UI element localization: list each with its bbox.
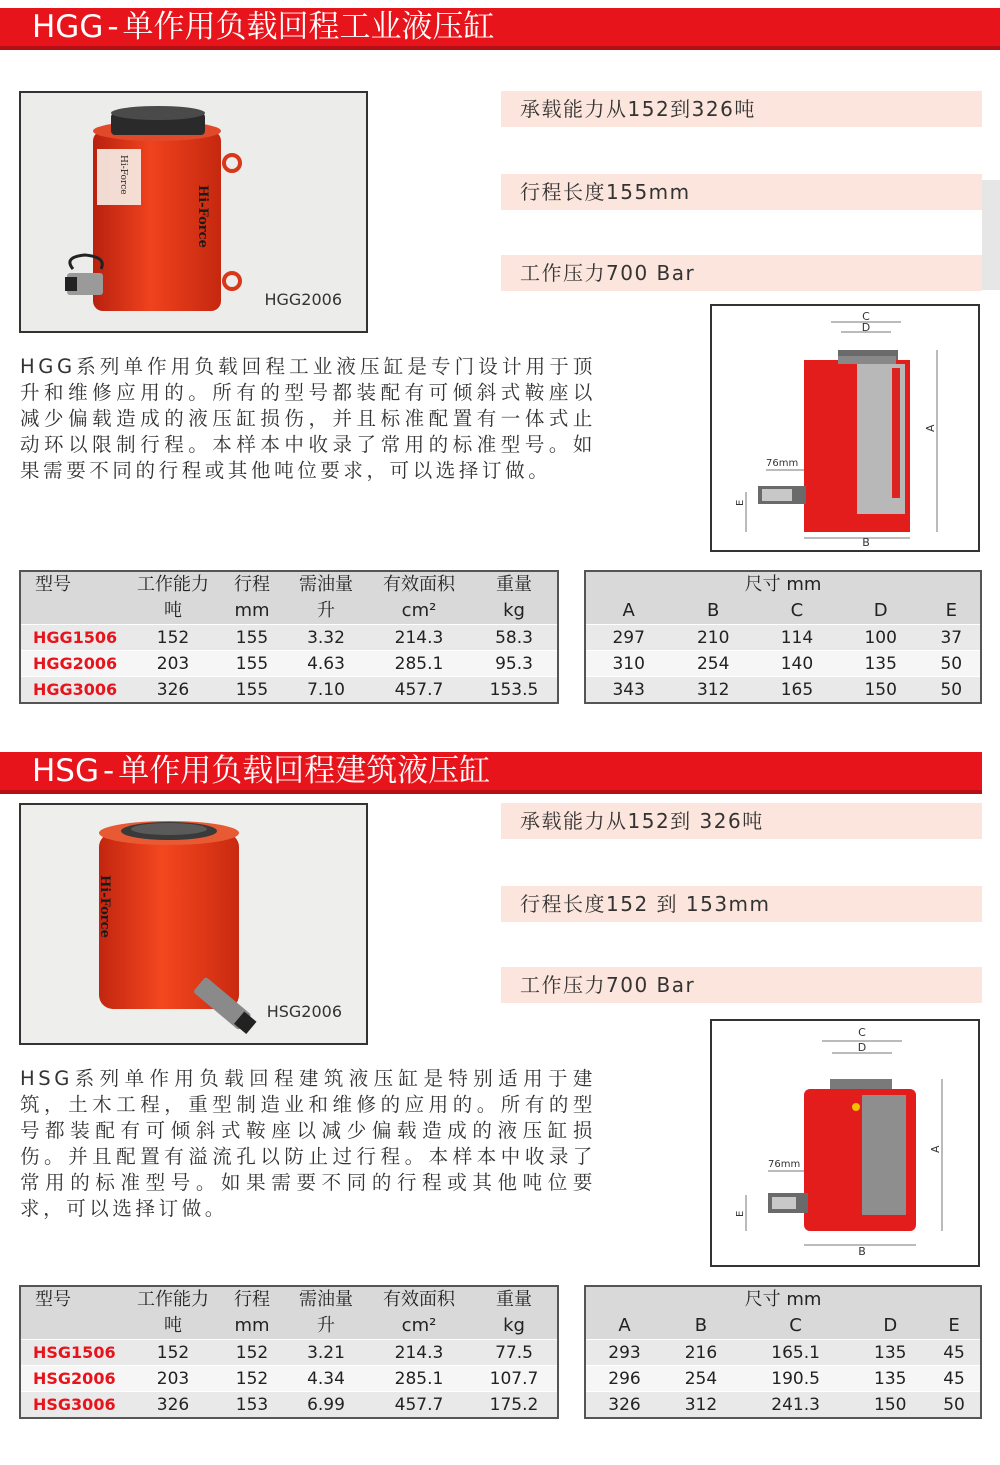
hsg-area-cell: 214.3: [367, 1340, 471, 1366]
hsg-diagram-drawing: [712, 1021, 978, 1265]
hgg-dim-cell: 100: [839, 625, 923, 651]
hsg-model-cell: HSG3006: [20, 1392, 127, 1419]
hsg-col-capacity-unit: 吨: [164, 1315, 182, 1336]
hsg-dim-cell: 293: [585, 1340, 663, 1366]
table-row: [585, 651, 981, 677]
hgg-dim-cell: 312: [671, 677, 755, 704]
hgg-col-capacity-unit: 吨: [164, 600, 182, 621]
hsg-stroke-cell: 153: [219, 1392, 285, 1419]
hgg-capacity-cell: 152: [127, 625, 219, 651]
hsg-dim-cell: 45: [928, 1366, 981, 1392]
hgg-dim-cell: 135: [839, 651, 923, 677]
hsg-dim-cell: 135: [852, 1340, 928, 1366]
hsg-dim-col-b: B: [663, 1313, 739, 1340]
hsg-dim-cell: 296: [585, 1366, 663, 1392]
hgg-dim-cell: 254: [671, 651, 755, 677]
hgg-dimension-table: [584, 570, 982, 704]
hsg-dim-col-c: C: [739, 1313, 853, 1340]
hgg-coupler-label: 76mm: [766, 458, 799, 469]
hgg-col-weight-label: 重量: [496, 574, 532, 595]
hgg-photo-caption: HGG2006: [264, 290, 342, 309]
hgg-dim-label-e: E: [735, 499, 746, 506]
hgg-stroke-cell: 155: [219, 677, 285, 704]
hsg-dim-cell: 150: [852, 1392, 928, 1419]
hgg-dim-cell: 343: [585, 677, 671, 704]
hsg-col-weight: [471, 1286, 558, 1340]
hsg-dim-label-c: C: [858, 1026, 866, 1039]
hgg-dim-label-c: C: [862, 310, 870, 323]
hgg-section-banner: [0, 8, 1000, 46]
hgg-dim-cell: 140: [755, 651, 839, 677]
hgg-photo-brand: Hi-Force: [195, 185, 210, 248]
hgg-area-cell: 285.1: [367, 651, 471, 677]
hgg-col-oil: [285, 571, 367, 625]
table-row: [20, 1392, 558, 1419]
table-row: [20, 651, 558, 677]
hsg-model-cell: HSG1506: [20, 1340, 127, 1366]
hsg-dim-cols-row: [585, 1313, 981, 1340]
hsg-weight-cell: 77.5: [471, 1340, 558, 1366]
hsg-dim-label-a: A: [929, 1145, 942, 1153]
hgg-dimension-diagram: [710, 304, 980, 552]
hgg-col-stroke: [219, 571, 285, 625]
hsg-dim-cell: 241.3: [739, 1392, 853, 1419]
table-row: [585, 1340, 981, 1366]
hgg-product-photo: [19, 91, 368, 333]
hsg-dim-cell: 135: [852, 1366, 928, 1392]
hsg-col-area: [367, 1286, 471, 1340]
hgg-dim-cell: 150: [839, 677, 923, 704]
hgg-dim-label-d: D: [861, 321, 871, 334]
hgg-photo-label: Hi-Force: [118, 155, 128, 195]
table-row: [20, 1340, 558, 1366]
hgg-spec-capacity: 承载能力从152到326吨: [501, 91, 982, 127]
hgg-spec-stroke: 行程长度155mm: [501, 174, 982, 210]
hgg-weight-cell: 95.3: [471, 651, 558, 677]
hsg-photo-caption: HSG2006: [266, 1002, 342, 1021]
hgg-stroke-cell: 155: [219, 625, 285, 651]
page-edge-tab: [982, 180, 1000, 290]
hgg-col-model: 型号: [20, 571, 127, 625]
table-row: [20, 1366, 558, 1392]
hgg-dim-col-a: A: [585, 598, 671, 625]
hgg-col-weight-unit: kg: [503, 600, 525, 621]
hsg-dimension-diagram: [710, 1019, 980, 1267]
hsg-dim-cell: 326: [585, 1392, 663, 1419]
table-row: [585, 1366, 981, 1392]
hsg-col-area-unit: cm²: [401, 1315, 437, 1336]
hsg-spec-stroke: 行程长度152 到 153mm: [501, 886, 982, 922]
hsg-spec-capacity: 承载能力从152到 326吨: [501, 803, 982, 839]
hsg-description: HSG系列单作用负载回程建筑液压缸是特别适用于建筑，土木工程，重型制造业和维修的应用的。所有的型号都装配有可倾斜式鞍座以减少偏载造成的液压缸损伤。并且配置有溢流孔以防止过行程。本样本中收录了常用的标准型号。如果需要不同的行程或其他吨位要求，可以选择订做。: [20, 1067, 596, 1220]
hsg-dim-cell: 254: [663, 1366, 739, 1392]
table-row: [585, 625, 981, 651]
table-row: [20, 677, 558, 704]
hgg-dim-cell: 50: [923, 677, 981, 704]
hgg-dim-label-b: B: [862, 536, 870, 549]
hgg-weight-cell: 153.5: [471, 677, 558, 704]
hsg-dim-header: 尺寸 mm: [585, 1286, 981, 1313]
hgg-dim-cell: 50: [923, 651, 981, 677]
hgg-col-capacity-label: 工作能力: [137, 574, 209, 595]
hgg-description: HGG系列单作用负载回程工业液压缸是专门设计用于顶升和维修应用的。所有的型号都装配有可倾斜式鞍座以减少偏载造成的液压缸损伤，并且标准配置有一体式止动环以限制行程。本样本中收录了常用的标准型号。如果需要不同的行程或其他吨位要求，可以选择订做。: [20, 355, 596, 482]
hsg-stroke-cell: 152: [219, 1366, 285, 1392]
hsg-spec-table: [19, 1285, 559, 1419]
hsg-col-oil-label: 需油量: [299, 1289, 353, 1310]
hsg-dim-cell: 216: [663, 1340, 739, 1366]
hsg-dim-header-row: [585, 1286, 981, 1313]
hgg-stroke-cell: 155: [219, 651, 285, 677]
hgg-col-oil-unit: 升: [317, 600, 335, 621]
hgg-dim-col-e: E: [923, 598, 981, 625]
hsg-dim-col-d: D: [852, 1313, 928, 1340]
hgg-col-area-label: 有效面积: [383, 574, 455, 595]
hsg-col-model: 型号: [20, 1286, 127, 1340]
hsg-section-banner: [0, 752, 982, 790]
hsg-title-text: 单作用负载回程建筑液压缸: [118, 753, 491, 789]
hsg-dimension-table: [584, 1285, 982, 1419]
hgg-dim-col-b: B: [671, 598, 755, 625]
hsg-dim-cell: 50: [928, 1392, 981, 1419]
hsg-dim-cell: 190.5: [739, 1366, 853, 1392]
hsg-capacity-cell: 326: [127, 1392, 219, 1419]
hsg-col-oil: [285, 1286, 367, 1340]
hgg-title-code: HGG: [32, 9, 104, 45]
hsg-spec-pressure: 工作压力700 Bar: [501, 967, 982, 1003]
hgg-col-weight: [471, 571, 558, 625]
hgg-model-cell: HGG3006: [20, 677, 127, 704]
hsg-col-capacity-label: 工作能力: [137, 1289, 209, 1310]
hsg-title-code: HSG: [32, 753, 100, 789]
hsg-dim-col-e: E: [928, 1313, 981, 1340]
hgg-dim-cell: 114: [755, 625, 839, 651]
hgg-area-cell: 214.3: [367, 625, 471, 651]
hsg-weight-cell: 175.2: [471, 1392, 558, 1419]
hsg-stroke-cell: 152: [219, 1340, 285, 1366]
hsg-col-stroke-label: 行程: [234, 1289, 270, 1310]
hgg-dim-col-d: D: [839, 598, 923, 625]
hsg-dim-label-e: E: [735, 1210, 746, 1217]
hsg-dim-label-d: D: [857, 1041, 867, 1054]
hsg-model-cell: HSG2006: [20, 1366, 127, 1392]
hgg-diagram-drawing: [712, 306, 978, 550]
hsg-col-capacity: [127, 1286, 219, 1340]
hsg-banner-shadow: [0, 790, 982, 794]
hgg-spec-header-row: [20, 571, 558, 625]
hgg-col-area: [367, 571, 471, 625]
hgg-banner-shadow: [0, 46, 1000, 50]
hgg-col-stroke-unit: mm: [234, 600, 270, 621]
hsg-weight-cell: 107.7: [471, 1366, 558, 1392]
hgg-weight-cell: 58.3: [471, 625, 558, 651]
hgg-dim-header: 尺寸 mm: [585, 571, 981, 598]
hgg-spec-pressure: 工作压力700 Bar: [501, 255, 982, 291]
hgg-area-cell: 457.7: [367, 677, 471, 704]
hgg-dim-cell: 210: [671, 625, 755, 651]
hgg-col-capacity: [127, 571, 219, 625]
hsg-oil-cell: 3.21: [285, 1340, 367, 1366]
hsg-col-stroke: [219, 1286, 285, 1340]
hsg-dim-col-a: A: [585, 1313, 663, 1340]
hgg-dim-header-row: [585, 571, 981, 598]
hsg-dim-cell: 45: [928, 1340, 981, 1366]
hgg-model-cell: HGG1506: [20, 625, 127, 651]
hsg-photo-brand: Hi-Force: [97, 875, 112, 938]
hgg-col-oil-label: 需油量: [299, 574, 353, 595]
hgg-dim-cell: 37: [923, 625, 981, 651]
hsg-area-cell: 457.7: [367, 1392, 471, 1419]
hsg-col-stroke-unit: mm: [234, 1315, 270, 1336]
hgg-dim-label-a: A: [924, 424, 937, 432]
hsg-area-cell: 285.1: [367, 1366, 471, 1392]
hgg-capacity-cell: 203: [127, 651, 219, 677]
hsg-oil-cell: 4.34: [285, 1366, 367, 1392]
hsg-oil-cell: 6.99: [285, 1392, 367, 1419]
hgg-dim-col-c: C: [755, 598, 839, 625]
hsg-capacity-cell: 203: [127, 1366, 219, 1392]
hsg-coupler-label: 76mm: [768, 1159, 801, 1170]
table-row: [20, 625, 558, 651]
hgg-capacity-cell: 326: [127, 677, 219, 704]
hgg-title-dash: -: [107, 9, 119, 45]
hgg-oil-cell: 3.32: [285, 625, 367, 651]
hgg-dim-cols-row: [585, 598, 981, 625]
hgg-spec-table: [19, 570, 559, 704]
hsg-dim-cell: 165.1: [739, 1340, 853, 1366]
hgg-dim-cell: 310: [585, 651, 671, 677]
hsg-dim-label-b: B: [858, 1245, 866, 1258]
hsg-col-weight-label: 重量: [496, 1289, 532, 1310]
hgg-oil-cell: 7.10: [285, 677, 367, 704]
hsg-col-area-label: 有效面积: [383, 1289, 455, 1310]
hsg-col-oil-unit: 升: [317, 1315, 335, 1336]
hgg-model-cell: HGG2006: [20, 651, 127, 677]
hgg-col-area-unit: cm²: [401, 600, 437, 621]
table-row: [585, 677, 981, 704]
hsg-col-weight-unit: kg: [503, 1315, 525, 1336]
hsg-product-photo: [19, 803, 368, 1045]
hgg-oil-cell: 4.63: [285, 651, 367, 677]
hsg-capacity-cell: 152: [127, 1340, 219, 1366]
hgg-dim-cell: 165: [755, 677, 839, 704]
hsg-title-dash: -: [103, 753, 115, 789]
hgg-dim-cell: 297: [585, 625, 671, 651]
hsg-dim-cell: 312: [663, 1392, 739, 1419]
hsg-spec-header-row: [20, 1286, 558, 1340]
hgg-col-stroke-label: 行程: [234, 574, 270, 595]
hgg-title-text: 单作用负载回程工业液压缸: [122, 9, 495, 45]
table-row: [585, 1392, 981, 1419]
